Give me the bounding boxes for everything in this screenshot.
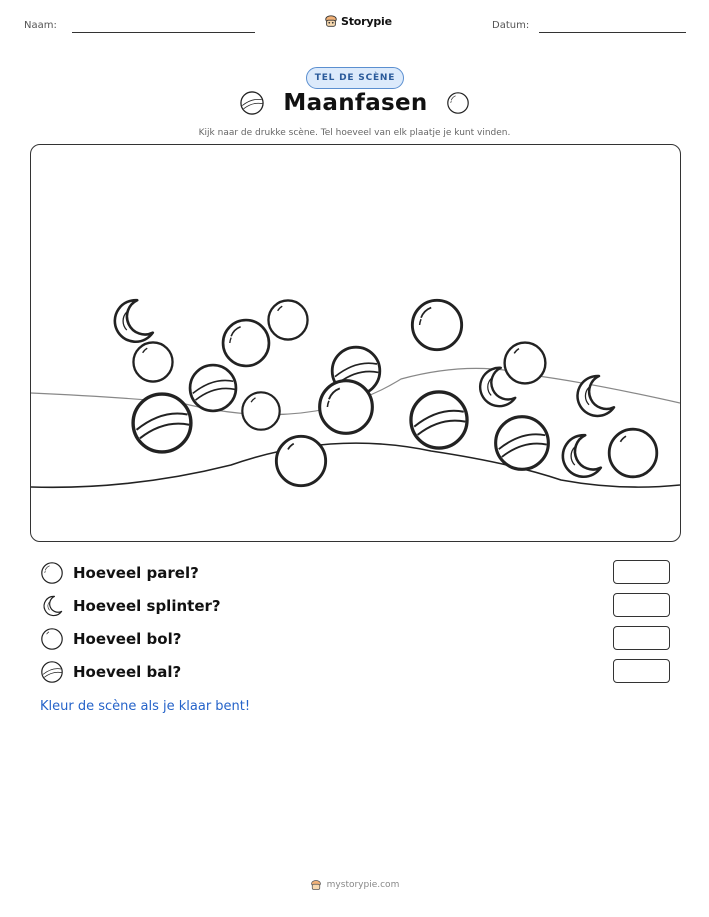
footer-url: mystorypie.com xyxy=(326,880,400,890)
ball-icon xyxy=(496,417,549,470)
pearl-icon xyxy=(412,300,461,349)
crescent-icon xyxy=(563,435,601,477)
pearl-icon xyxy=(320,381,373,434)
ball-icon xyxy=(133,394,191,452)
answer-box-sphere[interactable] xyxy=(613,626,670,650)
question-label: Hoeveel bol? xyxy=(73,630,182,648)
sphere-icon xyxy=(242,392,279,429)
pie-mascot-icon xyxy=(310,879,322,891)
question-pearl xyxy=(40,561,199,585)
question-ball xyxy=(40,660,181,684)
pie-mascot-icon xyxy=(324,14,338,28)
brand-name: Storypie xyxy=(341,14,392,28)
footer xyxy=(0,879,709,891)
ball-icon xyxy=(411,392,467,448)
question-label: Hoeveel parel? xyxy=(73,564,199,582)
scene-canvas xyxy=(31,145,680,541)
sphere-icon xyxy=(505,343,546,384)
ball-icon xyxy=(190,365,236,411)
question-sphere xyxy=(40,627,181,651)
answer-box-splinter[interactable] xyxy=(613,593,670,617)
closing-note: Kleur de scène als je klaar bent! xyxy=(40,699,251,714)
name-field[interactable] xyxy=(72,32,255,33)
pearl-icon xyxy=(223,320,269,366)
instructions: Kijk naar de drukke scène. Tel hoeveel van elk plaatje je kunt vinden. xyxy=(198,128,511,138)
sphere-icon xyxy=(40,627,64,651)
brand-logo xyxy=(324,14,392,28)
sphere-icon xyxy=(609,429,657,477)
answer-box-ball[interactable] xyxy=(613,659,670,683)
sphere-icon xyxy=(268,300,307,339)
question-splinter xyxy=(40,594,221,618)
question-label: Hoeveel splinter? xyxy=(73,597,221,615)
answer-box-pearl[interactable] xyxy=(613,560,670,584)
ball-icon xyxy=(40,660,64,684)
crescent-icon xyxy=(40,594,64,618)
sphere-icon xyxy=(276,436,325,485)
scene-illustration xyxy=(30,144,681,542)
name-label: Naam: xyxy=(24,20,57,31)
activity-badge: TEL DE SCÈNE xyxy=(306,67,404,89)
sphere-icon xyxy=(133,342,172,381)
crescent-icon xyxy=(115,300,153,342)
page-title: Maanfasen xyxy=(283,90,428,116)
pearl-icon xyxy=(40,561,64,585)
ball-icon xyxy=(239,90,265,116)
date-field[interactable] xyxy=(539,32,686,33)
question-label: Hoeveel bal? xyxy=(73,663,182,681)
date-label: Datum: xyxy=(492,20,530,31)
pearl-icon xyxy=(446,91,470,115)
crescent-icon xyxy=(578,376,614,416)
